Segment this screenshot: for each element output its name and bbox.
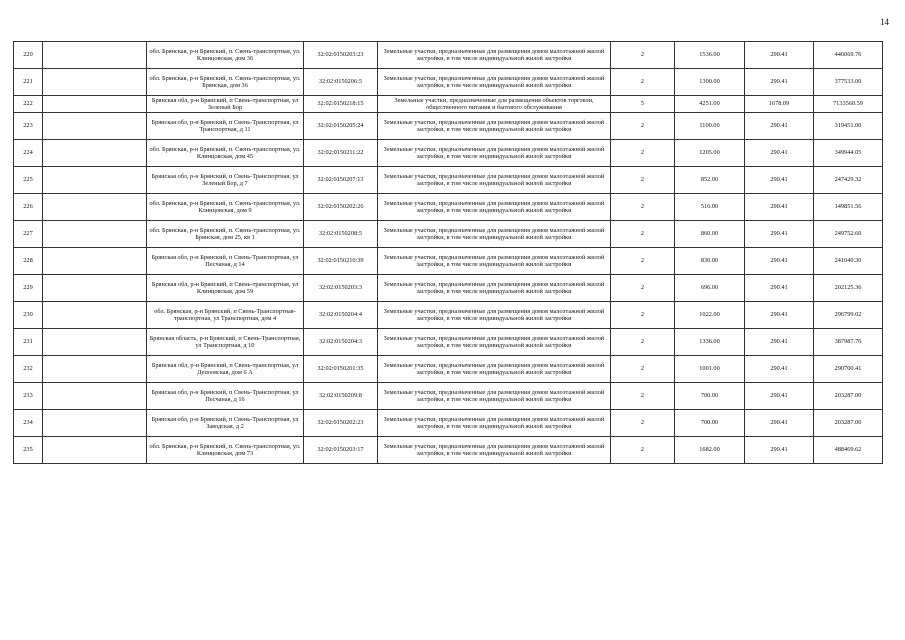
empty-cell: [43, 194, 147, 221]
cadastral-value-cell: 149851.56: [814, 194, 883, 221]
cadastral-value-cell: 296799.02: [814, 302, 883, 329]
cadastral-value-cell: 247429.32: [814, 167, 883, 194]
row-number-cell: 222: [14, 96, 43, 113]
address-cell: Брянская обл, р-н Брянский, п Свень-транспортная, ул Зеленый Бор: [147, 96, 304, 113]
table-row: [14, 69, 883, 96]
row-number-cell: 227: [14, 221, 43, 248]
group-cell: 2: [611, 437, 675, 464]
area-cell: 696.00: [675, 275, 745, 302]
table-row: [14, 410, 883, 437]
area-cell: 860.00: [675, 221, 745, 248]
land-use-cell: Земельные участки, предназначенные для размещения домов малоэтажной жилой застройки, в том числе индивидуальной жилой застройки: [378, 69, 611, 96]
land-use-cell: Земельные участки, предназначенные для размещения домов малоэтажной жилой застройки, в том числе индивидуальной жилой застройки: [378, 194, 611, 221]
land-plots-table: [13, 41, 883, 464]
specific-value-cell: 290.41: [745, 248, 814, 275]
empty-cell: [43, 410, 147, 437]
empty-cell: [43, 302, 147, 329]
cadastral-value-cell: 7133560.59: [814, 96, 883, 113]
area-cell: 1022.00: [675, 302, 745, 329]
row-number-cell: 234: [14, 410, 43, 437]
row-number-cell: 235: [14, 437, 43, 464]
empty-cell: [43, 329, 147, 356]
area-cell: 4251.00: [675, 96, 745, 113]
row-number-cell: 231: [14, 329, 43, 356]
land-use-cell: Земельные участки, предназначенные для размещения домов малоэтажной жилой застройки, в том числе индивидуальной жилой застройки: [378, 329, 611, 356]
empty-cell: [43, 140, 147, 167]
empty-cell: [43, 221, 147, 248]
row-number-cell: 223: [14, 113, 43, 140]
address-cell: Брянская обл, р-н Брянский, п Свень-Транспортная, ул Песчаная, д 16: [147, 383, 304, 410]
cadastral-value-cell: 241040.30: [814, 248, 883, 275]
cadastral-value-cell: 446069.76: [814, 42, 883, 69]
specific-value-cell: 290.41: [745, 194, 814, 221]
address-cell: обл. Брянская, р-н Брянский, п. Свень-транспортная, ул. Брянская, дом 36: [147, 69, 304, 96]
address-cell: обл. Брянская, р-н Брянский, п. Свень-транспортная, ул. Клинцовская, дом 9: [147, 194, 304, 221]
area-cell: 1001.00: [675, 356, 745, 383]
specific-value-cell: 290.41: [745, 113, 814, 140]
address-cell: Брянская обл, р-н Брянский, п Свень-Транспортная, ул Зеленый Бор, д 7: [147, 167, 304, 194]
land-use-cell: Земельные участки, предназначенные для размещения домов малоэтажной жилой застройки, в том числе индивидуальной жилой застройки: [378, 356, 611, 383]
empty-cell: [43, 437, 147, 464]
land-use-cell: Земельные участки, предназначенные для размещения домов малоэтажной жилой застройки, в том числе индивидуальной жилой застройки: [378, 221, 611, 248]
row-number-cell: 221: [14, 69, 43, 96]
cadastral-value-cell: 203287.00: [814, 410, 883, 437]
specific-value-cell: 290.41: [745, 329, 814, 356]
group-cell: 2: [611, 383, 675, 410]
group-cell: 2: [611, 113, 675, 140]
cadastral-number-cell: 32:02:0150218:15: [304, 96, 378, 113]
address-cell: Брянская обл, р-н Брянский, п Свень-Транспортная, ул Песчаная, д 14: [147, 248, 304, 275]
area-cell: 1300.00: [675, 69, 745, 96]
specific-value-cell: 290.41: [745, 42, 814, 69]
row-number-cell: 229: [14, 275, 43, 302]
cadastral-value-cell: 319451.00: [814, 113, 883, 140]
specific-value-cell: 290.41: [745, 356, 814, 383]
cadastral-number-cell: 32:02:0150204:3: [304, 329, 378, 356]
cadastral-number-cell: 32:02:0150203:3: [304, 275, 378, 302]
area-cell: 1682.00: [675, 437, 745, 464]
cadastral-number-cell: 32:02:0150203:17: [304, 437, 378, 464]
table-row: [14, 113, 883, 140]
row-number-cell: 220: [14, 42, 43, 69]
cadastral-value-cell: 377533.00: [814, 69, 883, 96]
group-cell: 2: [611, 356, 675, 383]
group-cell: 2: [611, 42, 675, 69]
cadastral-number-cell: 32:02:0150209:8: [304, 383, 378, 410]
land-use-cell: Земельные участки, предназначенные для размещения домов малоэтажной жилой застройки, в том числе индивидуальной жилой застройки: [378, 140, 611, 167]
table-row: [14, 167, 883, 194]
table-row: [14, 329, 883, 356]
land-use-cell: Земельные участки, предназначенные для размещения домов малоэтажной жилой застройки, в том числе индивидуальной жилой застройки: [378, 437, 611, 464]
table-row: [14, 437, 883, 464]
group-cell: 2: [611, 302, 675, 329]
group-cell: 2: [611, 275, 675, 302]
empty-cell: [43, 356, 147, 383]
cadastral-value-cell: 249752.60: [814, 221, 883, 248]
table-row: [14, 302, 883, 329]
area-cell: 1205.00: [675, 140, 745, 167]
address-cell: Брянская обл, р-н Брянский, п Свень-транспортная, ул Депоовская, дом 6 А: [147, 356, 304, 383]
cadastral-number-cell: 32:02:0150203:23: [304, 42, 378, 69]
area-cell: 1100.00: [675, 113, 745, 140]
land-use-cell: Земельные участки, предназначенные для размещения домов малоэтажной жилой застройки, в том числе индивидуальной жилой застройки: [378, 302, 611, 329]
specific-value-cell: 290.41: [745, 140, 814, 167]
cadastral-value-cell: 202125.36: [814, 275, 883, 302]
row-number-cell: 226: [14, 194, 43, 221]
specific-value-cell: 290.41: [745, 302, 814, 329]
group-cell: 2: [611, 69, 675, 96]
table-row: [14, 221, 883, 248]
empty-cell: [43, 69, 147, 96]
empty-cell: [43, 167, 147, 194]
empty-cell: [43, 42, 147, 69]
area-cell: 852.00: [675, 167, 745, 194]
table-row: [14, 140, 883, 167]
row-number-cell: 228: [14, 248, 43, 275]
group-cell: 2: [611, 140, 675, 167]
address-cell: обл. Брянская, р-н Брянский, п. Свень-транспортная, ул. Клинцовская, дом 36: [147, 42, 304, 69]
address-cell: Брянская обл, р-н Брянский, п Свень-Транспортная, ул Транспортная, д 11: [147, 113, 304, 140]
address-cell: обл. Брянская, р-н Брянский, п. Свень-транспортная, ул. Брянская, дом 25, кв 1: [147, 221, 304, 248]
row-number-cell: 232: [14, 356, 43, 383]
area-cell: 1536.00: [675, 42, 745, 69]
specific-value-cell: 1678.09: [745, 96, 814, 113]
group-cell: 2: [611, 329, 675, 356]
land-use-cell: Земельные участки, предназначенные для размещения домов малоэтажной жилой застройки, в том числе индивидуальной жилой застройки: [378, 113, 611, 140]
address-cell: обл. Брянская, р-н Брянский, п. Свень-транспортная, ул. Клинцовская, дом 45: [147, 140, 304, 167]
cadastral-value-cell: 290700.41: [814, 356, 883, 383]
empty-cell: [43, 383, 147, 410]
table-row: [14, 356, 883, 383]
specific-value-cell: 290.41: [745, 221, 814, 248]
area-cell: 700.00: [675, 383, 745, 410]
specific-value-cell: 290.41: [745, 383, 814, 410]
cadastral-number-cell: 32:02:0150204:4: [304, 302, 378, 329]
cadastral-value-cell: 488469.62: [814, 437, 883, 464]
table-body: [14, 42, 883, 464]
specific-value-cell: 290.41: [745, 275, 814, 302]
group-cell: 2: [611, 248, 675, 275]
area-cell: 830.00: [675, 248, 745, 275]
address-cell: Брянская обл, р-н Брянский, п Свень-транспортная, ул Клинцовская, дом 59: [147, 275, 304, 302]
land-use-cell: Земельные участки, предназначенные для размещения объектов торговли, общественного питания и бытового обслуживания: [378, 96, 611, 113]
address-cell: обл. Брянская, р-н Брянский, п. Свень-транспортная, ул. Клинцовская, дом 73: [147, 437, 304, 464]
page-number: 14: [880, 17, 889, 27]
group-cell: 2: [611, 410, 675, 437]
group-cell: 5: [611, 96, 675, 113]
group-cell: 2: [611, 194, 675, 221]
table-row: [14, 275, 883, 302]
row-number-cell: 230: [14, 302, 43, 329]
empty-cell: [43, 96, 147, 113]
empty-cell: [43, 248, 147, 275]
land-use-cell: Земельные участки, предназначенные для размещения домов малоэтажной жилой застройки, в том числе индивидуальной жилой застройки: [378, 383, 611, 410]
table-row: [14, 96, 883, 113]
address-cell: Брянская область, р-н Брянский, п Свень-Транспортная, ул Транспортная, д 10: [147, 329, 304, 356]
address-cell: Брянская обл, р-н Брянский, п Свень-Транспортная, ул Заводская, д 2: [147, 410, 304, 437]
land-use-cell: Земельные участки, предназначенные для размещения домов малоэтажной жилой застройки, в том числе индивидуальной жилой застройки: [378, 167, 611, 194]
cadastral-value-cell: 387987.76: [814, 329, 883, 356]
specific-value-cell: 290.41: [745, 437, 814, 464]
cadastral-value-cell: 349944.05: [814, 140, 883, 167]
land-use-cell: Земельные участки, предназначенные для размещения домов малоэтажной жилой застройки, в том числе индивидуальной жилой застройки: [378, 248, 611, 275]
cadastral-number-cell: 32:02:0150206:5: [304, 69, 378, 96]
specific-value-cell: 290.41: [745, 69, 814, 96]
empty-cell: [43, 275, 147, 302]
land-use-cell: Земельные участки, предназначенные для размещения домов малоэтажной жилой застройки, в том числе индивидуальной жилой застройки: [378, 410, 611, 437]
cadastral-number-cell: 32:02:0150207:13: [304, 167, 378, 194]
table-row: [14, 383, 883, 410]
area-cell: 700.00: [675, 410, 745, 437]
cadastral-number-cell: 32:02:0150208:5: [304, 221, 378, 248]
table-row: [14, 248, 883, 275]
row-number-cell: 225: [14, 167, 43, 194]
row-number-cell: 233: [14, 383, 43, 410]
empty-cell: [43, 113, 147, 140]
specific-value-cell: 290.41: [745, 167, 814, 194]
row-number-cell: 224: [14, 140, 43, 167]
cadastral-number-cell: 32:02:0150202:23: [304, 410, 378, 437]
table-row: [14, 194, 883, 221]
cadastral-value-cell: 203287.00: [814, 383, 883, 410]
cadastral-number-cell: 32:02:0150205:24: [304, 113, 378, 140]
cadastral-number-cell: 32:02:0150211:22: [304, 140, 378, 167]
address-cell: обл. Брянская, р-н Брянский, п Свень-Транспортная-транспортная, ул Транспортная, дом 4: [147, 302, 304, 329]
cadastral-number-cell: 32:02:0150202:26: [304, 194, 378, 221]
specific-value-cell: 290.41: [745, 410, 814, 437]
land-use-cell: Земельные участки, предназначенные для размещения домов малоэтажной жилой застройки, в том числе индивидуальной жилой застройки: [378, 275, 611, 302]
land-use-cell: Земельные участки, предназначенные для размещения домов малоэтажной жилой застройки, в том числе индивидуальной жилой застройки: [378, 42, 611, 69]
table-row: [14, 42, 883, 69]
area-cell: 516.00: [675, 194, 745, 221]
group-cell: 2: [611, 221, 675, 248]
cadastral-number-cell: 32:02:0150210:39: [304, 248, 378, 275]
cadastral-number-cell: 32:02:0150201:35: [304, 356, 378, 383]
area-cell: 1336.00: [675, 329, 745, 356]
group-cell: 2: [611, 167, 675, 194]
